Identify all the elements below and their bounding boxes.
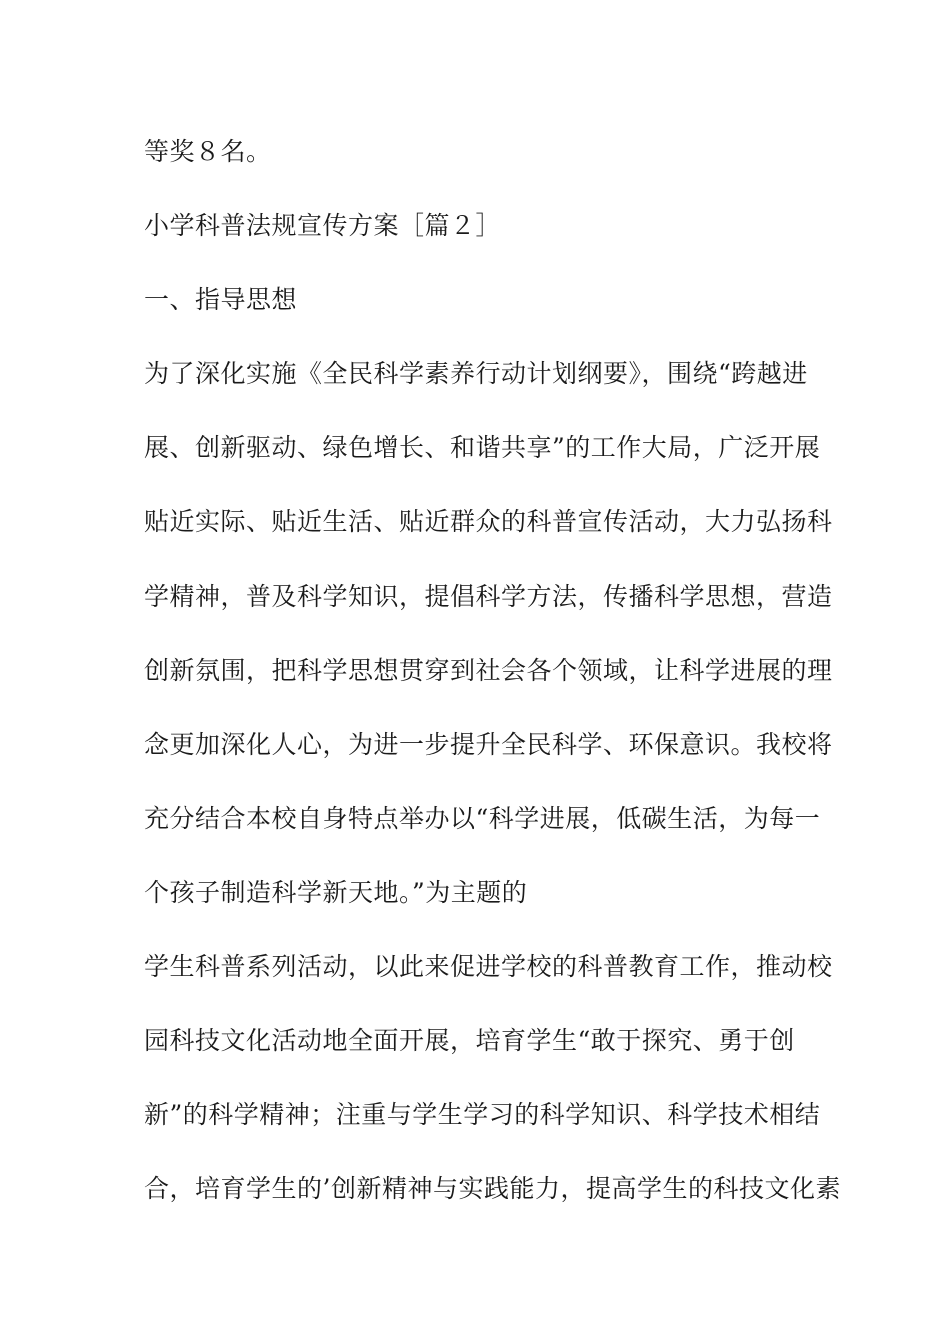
section-heading: 小学科普法规宣传方案［篇２］ xyxy=(144,211,502,240)
text-line: 新”的科学精神；注重与学生学习的科学知识、科学技术相结 xyxy=(144,1100,821,1129)
text-line: 学生科普系列活动，以此来促进学校的科普教育工作，推动校 xyxy=(144,952,833,981)
subsection-heading: 一、指导思想 xyxy=(144,285,298,314)
text-line: 园科技文化活动地全面开展，培育学生“敢于探究、勇于创 xyxy=(144,1026,795,1055)
text-line: 充分结合本校自身特点举办以“科学进展，低碳生活，为每一 xyxy=(144,804,821,833)
text-line: 学精神，普及科学知识，提倡科学方法，传播科学思想，营造 xyxy=(144,582,833,611)
text-line: 念更加深化人心，为进一步提升全民科学、环保意识。我校将 xyxy=(144,730,833,759)
text-line: 个孩子制造科学新天地。”为主题的 xyxy=(144,878,528,907)
text-line: 创新氛围，把科学思想贯穿到社会各个领域，让科学进展的理 xyxy=(144,656,833,685)
text-line: 为了深化实施《全民科学素养行动计划纲要》，围绕“跨越进 xyxy=(144,359,808,388)
text-line: 展、创新驱动、绿色增长、和谐共享”的工作大局，广泛开展 xyxy=(144,433,821,462)
text-line: 合，培育学生的’创新精神与实践能力，提高学生的科技文化素 xyxy=(144,1174,841,1203)
text-line: 贴近实际、贴近生活、贴近群众的科普宣传活动，大力弘扬科 xyxy=(144,507,833,536)
text-line: 等奖８名。 xyxy=(144,137,272,166)
